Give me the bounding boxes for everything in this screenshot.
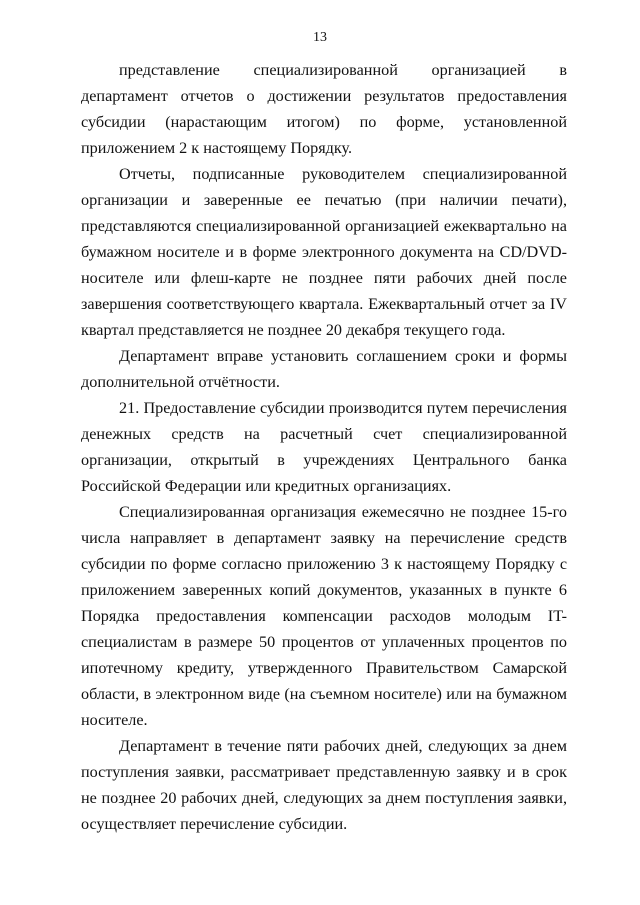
paragraph-reporting-continuation: представление специализированной организацией в департамент отчетов о достижении результатов предоставления субсидии (нарастающим итогом) по форме, установленной приложением 2 к настоящему Порядку. (81, 61, 567, 157)
paragraph-clause-21: 21. Предоставление субсидии производится путем перечисления денежных средств на расчетный счет специализированной организации, открытый в учреждениях Центрального банка Российской Федерации или кредитных организациях. (81, 399, 567, 495)
document-body (81, 57, 567, 837)
paragraph-reports-signing: Отчеты, подписанные руководителем специализированной организации и заверенные ее печатью (при наличии печати), представляются специализированной организацией ежеквартально на бумажном носителе и в форме электронного документа на CD/DVD-носителе или флеш-карте не позднее пяти рабочих дней после завершения соответствующего квартала. Ежеквартальный отчет за IV квартал представляется не позднее 20 декабря текущего года. (81, 165, 567, 339)
paragraph-additional-reporting: Департамент вправе установить соглашением сроки и формы дополнительной отчётности. (81, 347, 567, 391)
paragraph-monthly-application: Специализированная организация ежемесячно не позднее 15-го числа направляет в департамент заявку на перечисление средств субсидии по форме согласно приложению 3 к настоящему Порядку с приложением заверенных копий документов, указанных в пункте 6 Порядка предоставления компенсации расходов молодым IT-специалистам в размере 50 процентов от уплаченных процентов по ипотечному кредиту, утвержденного Правительством Самарской области, в электронном виде (на съемном носителе) или на бумажном носителе. (81, 503, 567, 729)
paragraph-department-review: Департамент в течение пяти рабочих дней, следующих за днем поступления заявки, рассматривает представленную заявку и в срок не позднее 20 рабочих дней, следующих за днем поступления заявки, осуществляет перечисление субсидии. (81, 737, 567, 833)
page-number: 13 (313, 30, 327, 45)
